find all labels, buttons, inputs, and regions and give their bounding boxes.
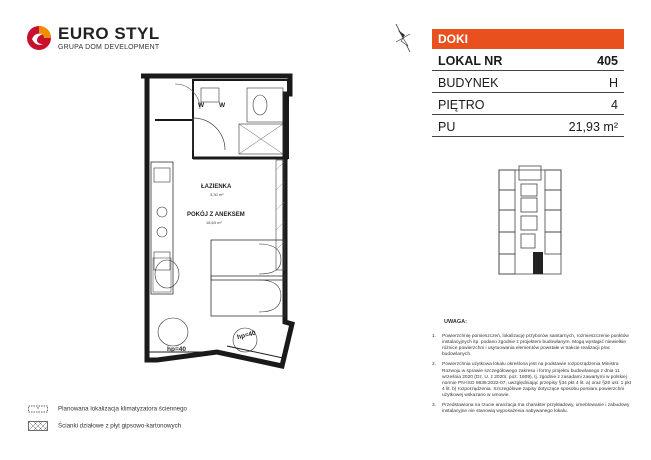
info-label: PU [438,120,456,134]
window-mark: W [198,102,205,109]
investment-name: DOKI [432,29,624,49]
legend-text: Ścianki działowe z płyt gipsowo-kartonowych [58,422,182,430]
floor-plan [135,62,310,378]
window-mark: W [219,102,226,109]
building-location-map [491,156,571,280]
air-conditioner-symbol-icon [28,405,48,413]
notes-section [432,319,632,419]
note-number: 2. [432,362,437,368]
room-name: ŁAZIENKA [201,184,232,190]
note-number: 3. [432,403,437,409]
info-label: BUDYNEK [438,76,499,90]
brand-subtitle: GRUPA DOM DEVELOPMENT [58,44,160,51]
info-row-unit-number [432,49,624,71]
height-marker: hp=40 [167,346,186,353]
info-value: 4 [611,98,618,112]
note-item [432,403,632,415]
hatched-wall-icon [28,421,48,431]
info-row-usable-area [432,115,624,137]
legend-text: Planowana lokalizacja klimatyzatora ściennego [58,405,187,413]
note-number: 1. [432,334,437,340]
note-text: Powierzchnia użytkowa lokalu określona jest na podstawie rozporządzenia Ministra Rozwoju w sprawie szczegółowego zakresu i formy projektu budowlanego z dnia 11 września 2020 (Dz. U. z 2020r. poz. 1609), tj. zgodnie z zasadami zawartymi w polskiej normie PN-ISO 9836:2022-07, uwzględniając przepisy §34 pkt 4 lit. a) oraz §20 ust. 1 pkt 4 lit. b) rozporządzenia. Szczegółowe zapisy dotyczące sposobu pomiaru powierzchni użytkowej wskazano w umowie. [442,362,632,398]
note-text: Powierzchnię pomieszczeń, lokalizację przyborów sanitarnych, rozmieszczenie punktów instalacyjnych itp. podano zgodnie z projektem budowlanym. Mogą wystąpić niewielkie różnice powierzchni i usytuowania elementów powstałe w trakcie realizacji prac budowlanych. [442,334,629,358]
north-arrow-icon [392,22,414,54]
room-area: 18,63 m² [206,220,222,225]
info-value: 405 [597,54,618,68]
info-label: LOKAL NR [438,54,503,68]
notes-title: UWAGA: [444,319,467,325]
info-row-building [432,71,624,93]
legend-item [28,421,181,431]
unit-info-panel [432,29,624,137]
brand-logo-icon [26,25,52,51]
note-item [432,362,632,399]
note-text: Przedstawiona na rzucie aranżacja ma charakter przykładowy, umeblowanie i zabudowy instalacyjne nie stanowią wyposażenia nabywanego lokalu. [442,403,630,415]
info-value: H [608,76,618,90]
info-label: PIĘTRO [438,98,485,112]
info-row-floor [432,93,624,115]
note-item [432,334,632,358]
svg-text:*: * [37,407,39,413]
room-name: POKÓJ Z ANEKSEM [187,212,245,218]
room-area: 3,30 m² [210,192,224,197]
brand-name: EURO STYL [58,24,160,43]
info-value: 21,93 m² [568,120,618,134]
legend-item [28,405,187,413]
height-marker: hp=40 [236,329,257,342]
